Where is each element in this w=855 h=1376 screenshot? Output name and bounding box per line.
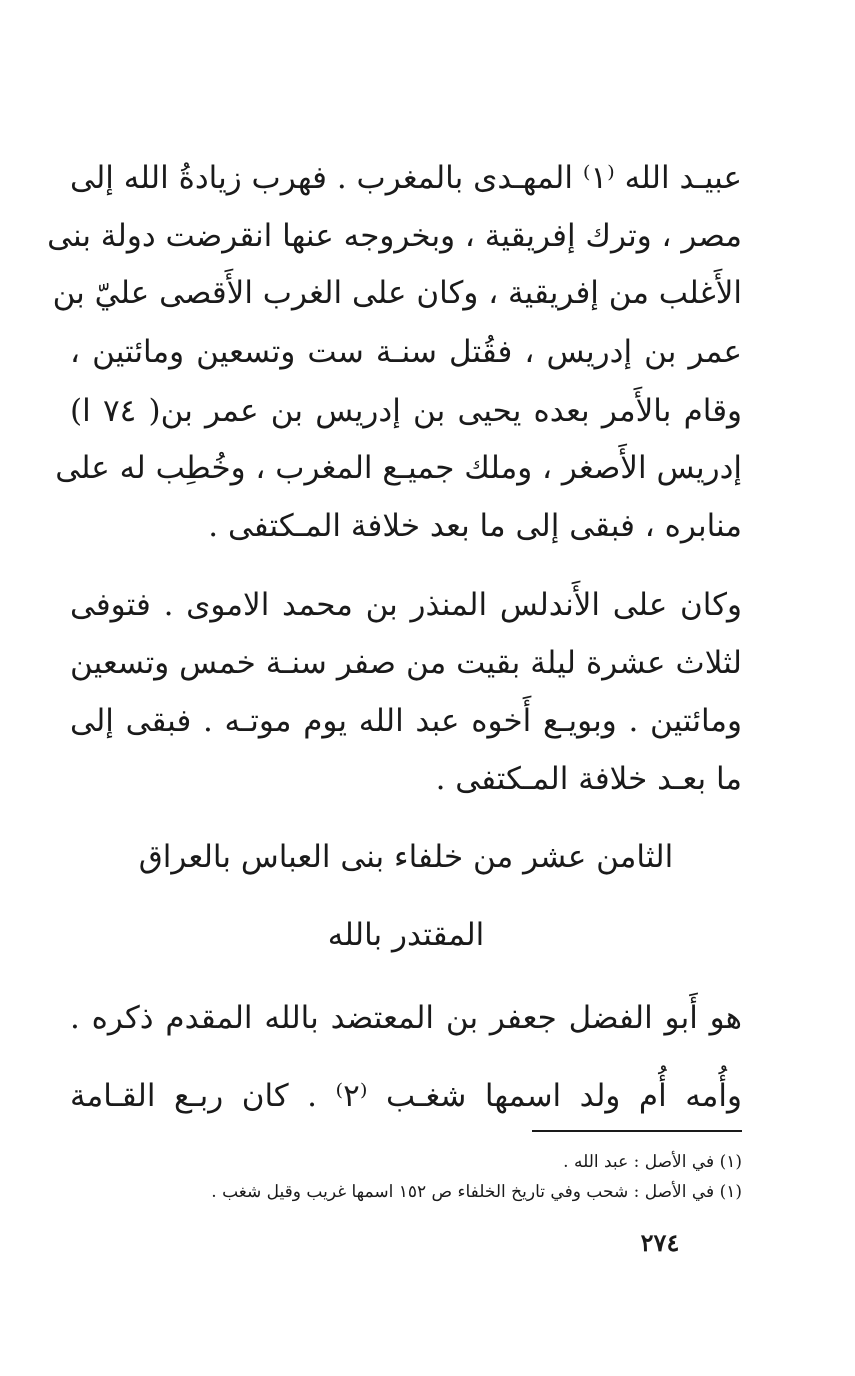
text-line: ما بعـد خلافة المـكتفى . [435, 761, 742, 797]
section-heading: الثامن عشر من خلفاء بنى العباس بالعراق [138, 839, 674, 875]
text-line: وقام بالأَمر بعده يحيى بن إدريس بن عمر بن( ٧٤ ا) [70, 393, 743, 429]
footnote: (١) في الأصل : شحب وفي تاريخ الخلفاء ص ١٥٢ اسمها غريب وقيل شغب . [211, 1182, 742, 1202]
text-line: وأُمه أُم ولد اسمها شغـب ⁽٢⁾ . كان ربـع القـامة [70, 1078, 742, 1114]
text-line: إدريس الأَصغر ، وملك جميـع المغرب ، وخُطِب له على [55, 450, 742, 486]
text-line: عمر بن إدريس ، فقُتل سنـة ست وتسعين ومائتين ، [70, 334, 742, 370]
section-subheading: المقتدر بالله [327, 917, 485, 953]
text-line: لثلاث عشرة ليلة بقيت من صفر سنـة خمس وتسعين [70, 645, 742, 681]
text-line: هو أَبو الفضل جعفر بن المعتضد بالله المقدم ذكره . [70, 1000, 742, 1036]
page-number: ٢٧٤ [640, 1228, 680, 1257]
text-line: عبيـد الله ⁽١⁾ المهـدى بالمغرب . فهرب زيادةُ الله إلى [70, 160, 743, 196]
footnote: (١) في الأصل : عبد الله . [563, 1152, 742, 1172]
text-line: ومائتين . وبويـع أَخوه عبد الله يوم موتـه . فبقى إلى [70, 703, 742, 739]
text-line: مصر ، وترك إفريقية ، وبخروجه عنها انقرضت دولة بنى [47, 218, 742, 254]
text-line: وكان على الأَندلس المنذر بن محمد الاموى . فتوفى [70, 587, 742, 623]
text-line: الأَغلب من إفريقية ، وكان على الغرب الأَقصى عليّ بن [52, 275, 742, 311]
footnote-separator [532, 1130, 742, 1132]
text-line: منابره ، فبقى إلى ما بعد خلافة المـكتفى . [208, 508, 742, 544]
